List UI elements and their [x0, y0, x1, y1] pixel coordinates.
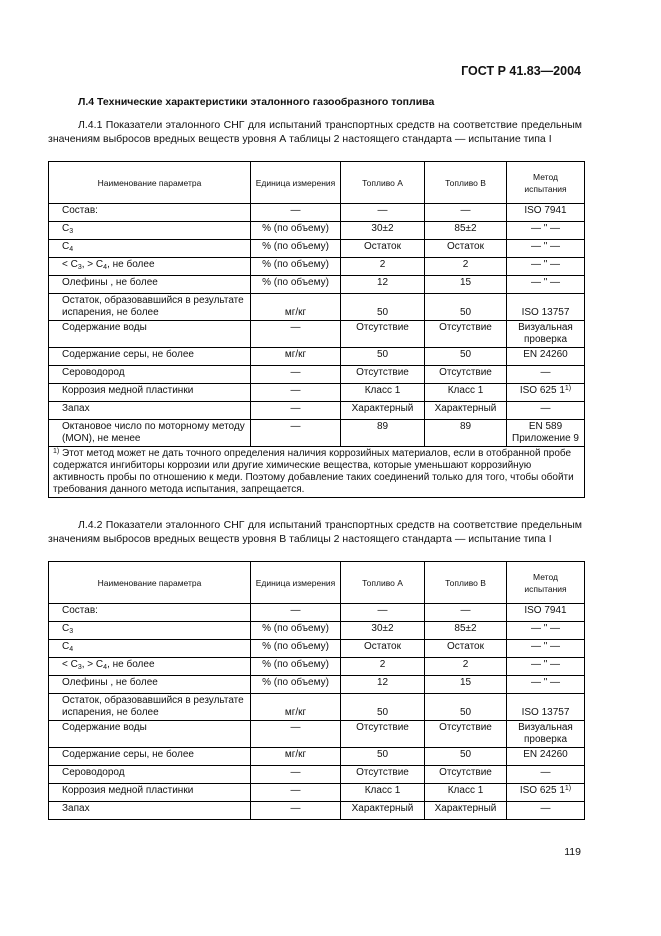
- method-cell: EN 24260: [507, 348, 585, 366]
- table-row: [49, 784, 585, 802]
- unit-cell: % (по объему): [251, 240, 341, 258]
- table-row: [49, 640, 585, 658]
- method-cell: ISO 13757: [507, 694, 585, 721]
- fuel-b-cell: Характерный: [425, 402, 507, 420]
- param-name: Состав:: [49, 604, 251, 622]
- fuel-b-cell: 89: [425, 420, 507, 447]
- param-name: < $C_3$, > $C_4$, не более: [49, 658, 251, 676]
- table-row: [49, 294, 585, 321]
- table-row: [49, 420, 585, 447]
- unit-cell: % (по объему): [251, 276, 341, 294]
- fuel-b-cell: Отсутствие: [425, 721, 507, 748]
- fuel-b-cell: 50: [425, 694, 507, 721]
- fuel-a-cell: 50: [341, 694, 425, 721]
- unit-cell: мг/кг: [251, 348, 341, 366]
- method-cell: Визуальная проверка: [507, 321, 585, 348]
- param-name: Сероводород: [49, 366, 251, 384]
- table-row: [49, 402, 585, 420]
- fuel-a-cell: 50: [341, 294, 425, 321]
- footnote-text: Этот метод может не дать точного определения наличия коррозийных материалов, если в отобранной пробе содержатся ингибиторы коррозии или другие химические вещества, которые уменьшают коррозийную активность пробы по отношению к меди. Поэтому добавление таких соединений только для того, чтобы обойти требования данного метода испытания, запрещается.: [53, 448, 574, 495]
- fuel-b-cell: 50: [425, 294, 507, 321]
- param-name: Остаток, образовавшийся в результате испарения, не более: [49, 694, 251, 721]
- header-fuel-a: Топливо А: [341, 562, 425, 604]
- method-cell: —: [507, 766, 585, 784]
- table-row: [49, 721, 585, 748]
- fuel-b-cell: 85±2: [425, 222, 507, 240]
- param-name: Состав:: [49, 204, 251, 222]
- method-cell: —: [507, 802, 585, 820]
- unit-cell: мг/кг: [251, 748, 341, 766]
- fuel-b-cell: —: [425, 204, 507, 222]
- fuel-a-cell: 12: [341, 676, 425, 694]
- unit-cell: % (по объему): [251, 222, 341, 240]
- method-cell: ISO 7941: [507, 604, 585, 622]
- fuel-a-cell: Характерный: [341, 802, 425, 820]
- fuel-a-cell: —: [341, 604, 425, 622]
- method-cell: EN 589 Приложение 9: [507, 420, 585, 447]
- table-row: [49, 204, 585, 222]
- unit-cell: —: [251, 766, 341, 784]
- fuel-b-cell: Отсутствие: [425, 321, 507, 348]
- unit-cell: —: [251, 321, 341, 348]
- fuel-a-cell: Отсутствие: [341, 321, 425, 348]
- unit-cell: —: [251, 604, 341, 622]
- unit-cell: —: [251, 402, 341, 420]
- table-row: [49, 676, 585, 694]
- unit-cell: —: [251, 802, 341, 820]
- fuel-b-cell: 2: [425, 658, 507, 676]
- header-unit: Единица измерения: [251, 162, 341, 204]
- method-cell: — " —: [507, 676, 585, 694]
- param-name: Коррозия медной пластинки: [49, 384, 251, 402]
- param-name: $C_3$: [49, 622, 251, 640]
- method-cell: — " —: [507, 276, 585, 294]
- method-cell: — " —: [507, 658, 585, 676]
- param-name: Содержание воды: [49, 721, 251, 748]
- param-name: Запах: [49, 402, 251, 420]
- unit-cell: —: [251, 420, 341, 447]
- param-name: $C_4$: [49, 640, 251, 658]
- page-number: 119: [564, 846, 581, 858]
- method-cell: Визуальная проверка: [507, 721, 585, 748]
- table-row: [49, 276, 585, 294]
- method-cell: — " —: [507, 622, 585, 640]
- header-fuel-a: Топливо А: [341, 162, 425, 204]
- method-cell: —: [507, 366, 585, 384]
- fuel-a-cell: Отсутствие: [341, 721, 425, 748]
- fuel-a-cell: Остаток: [341, 240, 425, 258]
- fuel-a-cell: 50: [341, 748, 425, 766]
- paragraph-number: Л.4.1: [78, 119, 103, 131]
- param-name: Содержание серы, не более: [49, 348, 251, 366]
- fuel-b-cell: Класс 1: [425, 384, 507, 402]
- fuel-a-cell: 89: [341, 420, 425, 447]
- method-cell: — " —: [507, 258, 585, 276]
- table-row: [49, 384, 585, 402]
- table-row: [49, 622, 585, 640]
- fuel-b-cell: Отсутствие: [425, 766, 507, 784]
- fuel-b-cell: 50: [425, 348, 507, 366]
- unit-cell: —: [251, 204, 341, 222]
- fuel-b-cell: Остаток: [425, 240, 507, 258]
- fuel-b-cell: 50: [425, 748, 507, 766]
- table-row: [49, 694, 585, 721]
- fuel-a-cell: —: [341, 204, 425, 222]
- fuel-a-cell: Класс 1: [341, 384, 425, 402]
- unit-cell: % (по объему): [251, 640, 341, 658]
- param-name: Содержание серы, не более: [49, 748, 251, 766]
- paragraph-text: Показатели эталонного СНГ для испытаний транспортных средств на соответствие предельным значениям выбросов вредных веществ уровня В таблицы 2 настоящего стандарта — испытание типа I: [48, 519, 582, 545]
- fuel-b-cell: Класс 1: [425, 784, 507, 802]
- paragraph-l41: [48, 118, 582, 146]
- table-row: [49, 658, 585, 676]
- unit-cell: —: [251, 721, 341, 748]
- method-cell: — " —: [507, 222, 585, 240]
- fuel-a-cell: 2: [341, 258, 425, 276]
- footnote: [49, 447, 585, 498]
- param-name: Коррозия медной пластинки: [49, 784, 251, 802]
- unit-cell: —: [251, 784, 341, 802]
- table-row: [49, 240, 585, 258]
- header-param: Наименование параметра: [49, 562, 251, 604]
- method-cell: — " —: [507, 240, 585, 258]
- fuel-a-cell: 12: [341, 276, 425, 294]
- param-name: Октановое число по моторному методу (MON), не менее: [49, 420, 251, 447]
- fuel-a-cell: Отсутствие: [341, 366, 425, 384]
- param-name: < $C_3$, > $C_4$, не более: [49, 258, 251, 276]
- fuel-b-cell: 85±2: [425, 622, 507, 640]
- footnote-mark: 1): [53, 448, 60, 455]
- table-row: [49, 321, 585, 348]
- fuel-a-cell: Характерный: [341, 402, 425, 420]
- fuel-b-cell: 2: [425, 258, 507, 276]
- paragraph-number: Л.4.2: [78, 519, 103, 531]
- param-name: Олефины , не более: [49, 676, 251, 694]
- param-name: $C_3$: [49, 222, 251, 240]
- method-cell: EN 24260: [507, 748, 585, 766]
- table-row: [49, 604, 585, 622]
- unit-cell: % (по объему): [251, 258, 341, 276]
- method-cell: ISO 13757: [507, 294, 585, 321]
- table-row: [49, 748, 585, 766]
- unit-cell: % (по объему): [251, 622, 341, 640]
- fuel-spec-table-a: [48, 161, 585, 498]
- method-cell: — " —: [507, 640, 585, 658]
- table-row: [49, 366, 585, 384]
- header-param: Наименование параметра: [49, 162, 251, 204]
- fuel-b-cell: —: [425, 604, 507, 622]
- unit-cell: мг/кг: [251, 694, 341, 721]
- fuel-b-cell: Характерный: [425, 802, 507, 820]
- param-name: $C_4$: [49, 240, 251, 258]
- header-unit: Единица измерения: [251, 562, 341, 604]
- unit-cell: —: [251, 384, 341, 402]
- param-name: Олефины , не более: [49, 276, 251, 294]
- fuel-spec-table-b: [48, 561, 585, 820]
- fuel-a-cell: Отсутствие: [341, 766, 425, 784]
- fuel-a-cell: 30±2: [341, 622, 425, 640]
- fuel-b-cell: Остаток: [425, 640, 507, 658]
- fuel-b-cell: 15: [425, 276, 507, 294]
- fuel-b-cell: Отсутствие: [425, 366, 507, 384]
- header-method: Метод испытания: [507, 562, 585, 604]
- section-heading: Л.4 Технические характеристики эталонного газообразного топлива: [78, 96, 435, 108]
- unit-cell: % (по объему): [251, 676, 341, 694]
- fuel-b-cell: 15: [425, 676, 507, 694]
- param-name: Запах: [49, 802, 251, 820]
- table-row: [49, 258, 585, 276]
- unit-cell: мг/кг: [251, 294, 341, 321]
- fuel-a-cell: 2: [341, 658, 425, 676]
- footnote-row: [49, 447, 585, 498]
- fuel-a-cell: 50: [341, 348, 425, 366]
- method-cell: ISO 7941: [507, 204, 585, 222]
- method-cell: ISO 625 1$^{1)}$: [507, 384, 585, 402]
- fuel-a-cell: Класс 1: [341, 784, 425, 802]
- param-name: Содержание воды: [49, 321, 251, 348]
- method-cell: ISO 625 1$^{1)}$: [507, 784, 585, 802]
- unit-cell: % (по объему): [251, 658, 341, 676]
- table-row: [49, 802, 585, 820]
- paragraph-l42: [48, 518, 582, 546]
- header-method: Метод испытания: [507, 162, 585, 204]
- unit-cell: —: [251, 366, 341, 384]
- header-fuel-b: Топливо В: [425, 162, 507, 204]
- fuel-a-cell: 30±2: [341, 222, 425, 240]
- document-code: ГОСТ Р 41.83—2004: [461, 64, 581, 78]
- param-name: Остаток, образовавшийся в результате испарения, не более: [49, 294, 251, 321]
- table-row: [49, 348, 585, 366]
- method-cell: —: [507, 402, 585, 420]
- table-row: [49, 222, 585, 240]
- paragraph-text: Показатели эталонного СНГ для испытаний транспортных средств на соответствие предельным значениям выбросов вредных веществ уровня А таблицы 2 настоящего стандарта — испытание типа I: [48, 119, 582, 145]
- param-name: Сероводород: [49, 766, 251, 784]
- table-row: [49, 766, 585, 784]
- fuel-a-cell: Остаток: [341, 640, 425, 658]
- header-fuel-b: Топливо В: [425, 562, 507, 604]
